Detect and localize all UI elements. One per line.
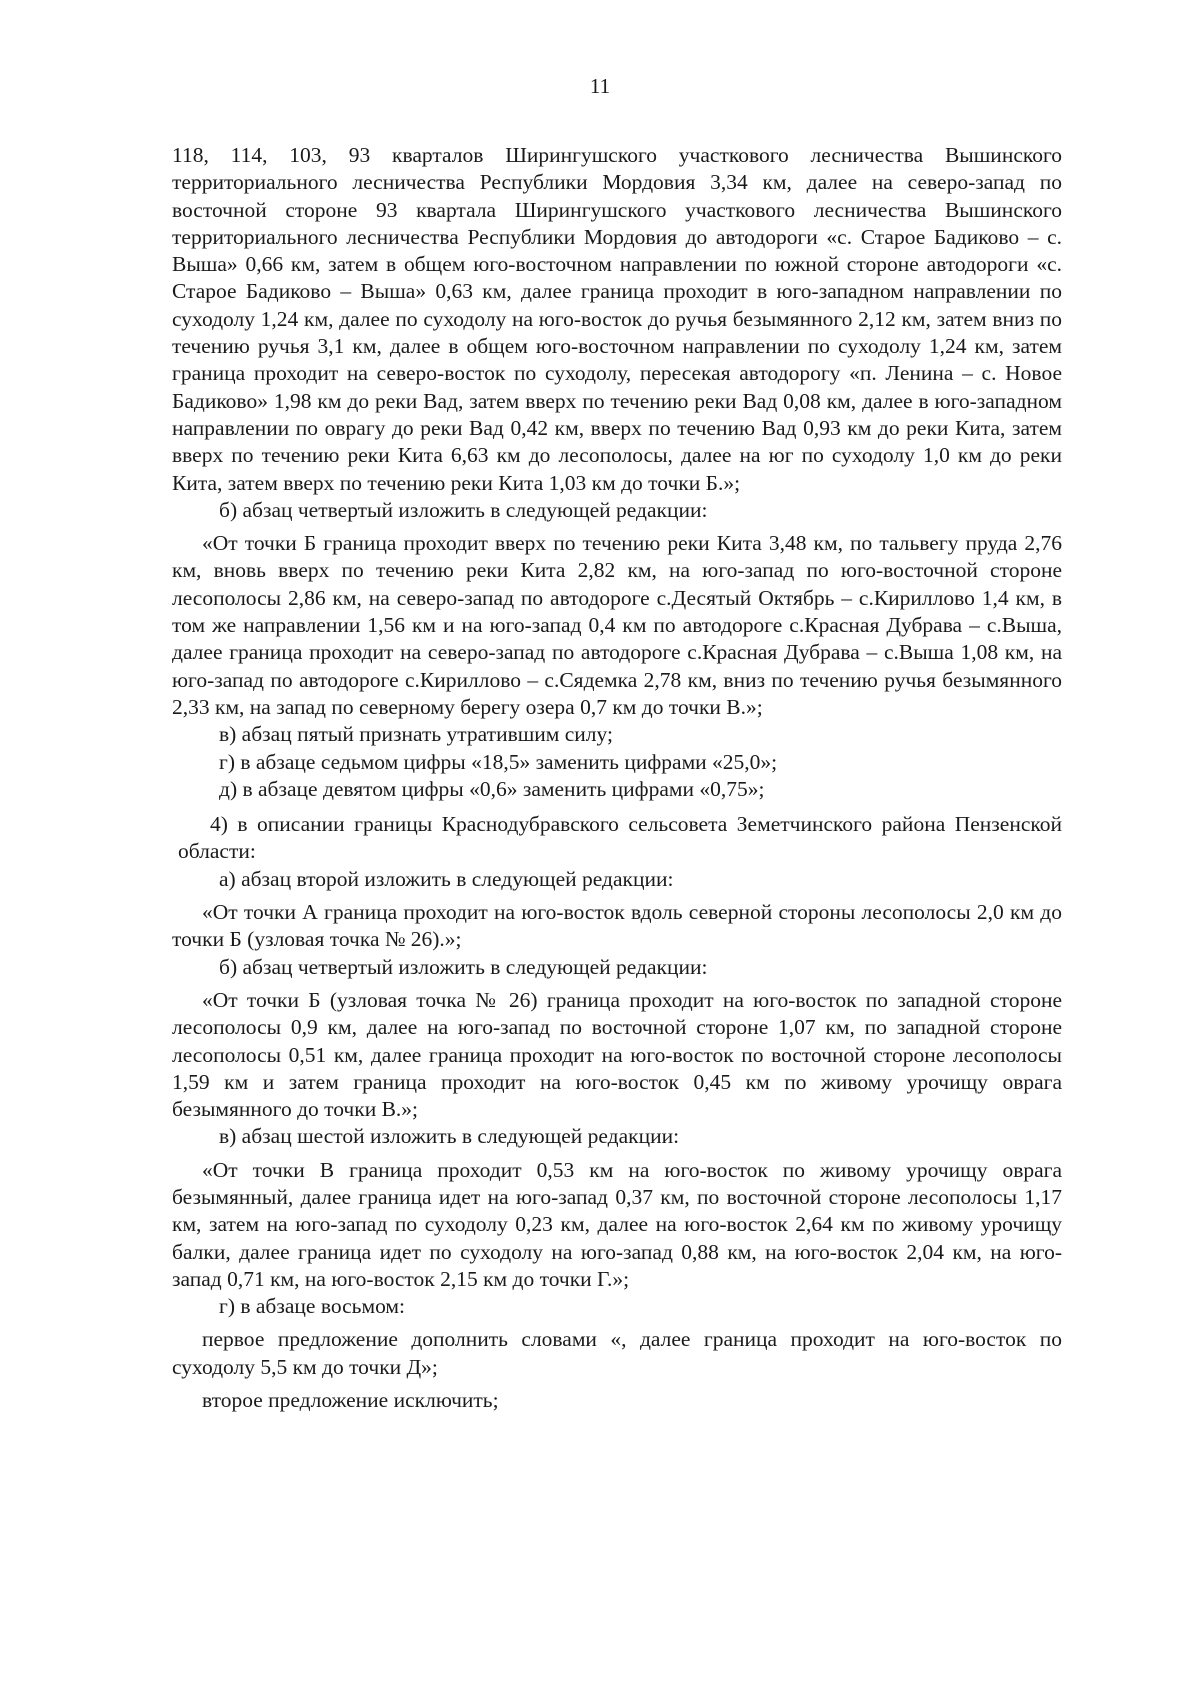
paragraph-second-sentence: второе предложение исключить; bbox=[202, 1388, 499, 1413]
paragraph-amendment-v: в) абзац пятый признать утратившим силу; bbox=[219, 722, 613, 747]
document-body bbox=[172, 142, 1062, 1414]
paragraph-item-4: 4) в описании границы Краснодубравского сельсовета Земетчинского района Пензенской области: bbox=[178, 812, 1062, 864]
paragraph-amendment-d: д) в абзаце девятом цифры «0,6» заменить цифрами «0,75»; bbox=[219, 776, 765, 801]
paragraph-amendment-g-2: г) в абзаце восьмом: bbox=[219, 1294, 405, 1319]
paragraph-first-sentence: первое предложение дополнить словами «, далее граница проходит на юго-восток по суходолу 5,5 км до точки Д»; bbox=[172, 1327, 1062, 1379]
paragraph-amendment-v-2: в) абзац шестой изложить в следующей редакции: bbox=[219, 1124, 680, 1149]
paragraph-amendment-g: г) в абзаце седьмом цифры «18,5» заменить цифрами «25,0»; bbox=[219, 749, 778, 774]
paragraph-quote-point-b: «От точки Б граница проходит вверх по течению реки Кита 3,48 км, по тальвегу пруда 2,76 км, вновь вверх по течению реки Кита 2,82 км, на юго-запад по юго-восточной стороне лесополосы 2,86 км, на северо-запад по автодороге с.Десятый Октябрь – с.Кириллово 1,4 км, в том же направлении 1,56 км и на юго-запад 0,4 км по автодороге с.Красная Дубрава – с.Выша, далее граница проходит на северо-запад по автодороге с.Красная Дубрава – с.Выша 1,08 км, на юго-запад по автодороге с.Кириллово – с.Сядемка 2,78 км, вниз по течению ручья безымянного 2,33 км, на запад по северному берегу озера 0,7 км до точки В.»; bbox=[172, 531, 1062, 719]
paragraph-boundary-continuation: 118, 114, 103, 93 кварталов Ширингушского участкового лесничества Вышинского территориального лесничества Республики Мордовия 3,34 км, далее на северо-запад по восточной стороне 93 квартала Ширингушского участкового лесничества Вышинского территориального лесничества Республики Мордовия до автодороги «с. Старое Бадиково – с. Выша» 0,66 км, затем в общем юго-восточном направлении по южной стороне автодороги «с. Старое Бадиково – Выша» 0,63 км, далее граница проходит в юго-западном направлении по суходолу 1,24 км, далее по суходолу на юго-восток до ручья безымянного 2,12 км, затем вниз по течению ручья 3,1 км, далее в общем юго-восточном направлении по суходолу 1,24 км, затем граница проходит на северо-восток по суходолу, пересекая автодорогу «п. Ленина – с. Новое Бадиково» 1,98 км до реки Вад, затем вверх по течению реки Вад 0,08 км, далее в юго-западном направлении по оврагу до реки Вад 0,42 км, вверх по течению Вад 0,93 км до реки Кита, затем вверх по течению реки Кита 6,63 км до лесополосы, далее на юг по суходолу 1,0 км до реки Кита, затем вверх по течению реки Кита 1,03 км до точки Б.»; bbox=[172, 143, 1062, 495]
paragraph-quote-point-a: «От точки А граница проходит на юго-восток вдоль северной стороны лесополосы 2,0 км до точки Б (узловая точка № 26).»; bbox=[172, 900, 1062, 952]
paragraph-quote-point-v: «От точки В граница проходит 0,53 км на юго-восток по живому урочищу оврага безымянный, далее граница идет на юго-запад 0,37 км, по восточной стороне лесополосы 1,17 км, затем на юго-запад по суходолу 0,23 км, далее на юго-восток 2,64 км по живому урочищу балки, далее граница идет по суходолу на юго-запад 0,88 км, на юго-восток 2,04 км, на юго-запад 0,71 км, на юго-восток 2,15 км до точки Г.»; bbox=[172, 1157, 1062, 1291]
paragraph-amendment-b: б) абзац четвертый изложить в следующей редакции: bbox=[219, 497, 708, 522]
page-number: 11 bbox=[589, 74, 611, 98]
paragraph-amendment-b-2: б) абзац четвертый изложить в следующей редакции: bbox=[219, 954, 708, 979]
paragraph-amendment-a: а) абзац второй изложить в следующей редакции: bbox=[219, 866, 674, 891]
paragraph-quote-point-b-2: «От точки Б (узловая точка № 26) граница проходит на юго-восток по западной стороне лесополосы 0,9 км, далее на юго-запад по восточной стороне 1,07 км, по западной стороне лесополосы 0,51 км, далее граница проходит на юго-восток по восточной стороне лесополосы 1,59 км и затем граница проходит на юго-восток 0,45 км по живому урочищу оврага безымянного до точки В.»; bbox=[172, 987, 1062, 1122]
